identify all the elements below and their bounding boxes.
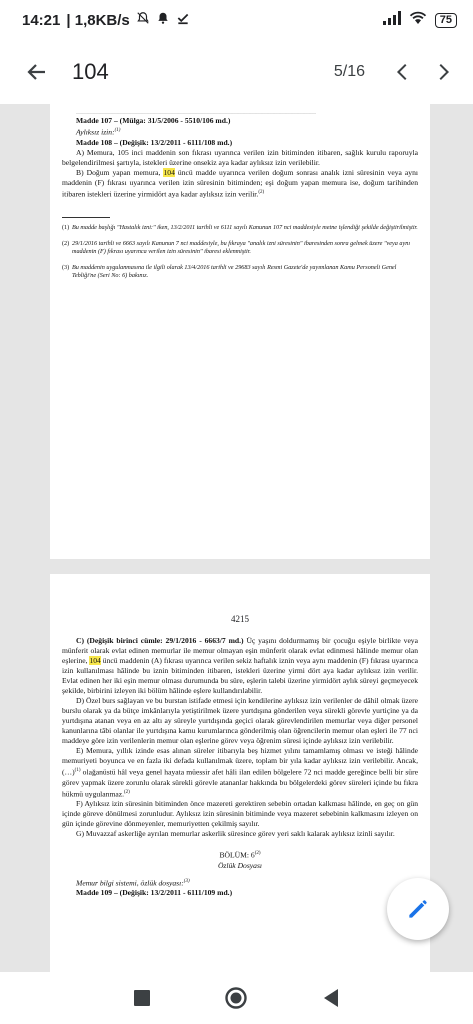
section-heading: Memur bilgi sistemi, özlük dosyası:$^{(3)}$ <box>76 878 190 888</box>
paragraph-g: G) Muvazzaf askerliğe ayrılan memurlar askerlik süresince görev yeri saklı kalarak aylıksız izinli sayılır. <box>76 829 395 839</box>
match-counter: 5/16 <box>333 63 365 80</box>
search-query[interactable]: 104 <box>72 59 109 84</box>
search-app-bar <box>0 40 473 104</box>
paragraph-c: C) (Değişik birinci cümle: 29/1/2016 - 6663/7 md.) Üç yaşını doldurmamış bir çocuğu eşiyle birlikte veya münferit olarak evlat edinen memurlar ile memur olmayan eşin münferit olarak evlat edinmesi hâlinde memur olan eşlerine, 104 üncü maddenin (A) fıkrası uyarınca verilen sekiz haftalık iznin veya aynı maddenin (F) fıkrası uyarınca izin kullanılması hâlinde bu iznin bitiminden itibaren, istekleri üzerine yirmi dört aya kadar aylıksız izin verilir. Evlat edinen her iki eşin memur olması durumunda bu süre, eşlerin talebi üzerine yirmidört aylık süreyi geçmeyecek şekilde, birbirini izleyen iki bölüm hâlinde eşlere kullandırılabilir. <box>62 636 418 695</box>
status-network-speed: | 1,8KB/s <box>66 11 130 29</box>
footnote: (2) 29/1/2016 tarihli ve 6663 sayılı Kanunun 7 nci maddesiyle, bu fıkraya "analık izni süresinin" ibaresinden sonra gelmek üzere "veya aynı maddenin (F) fıkrası uyarınca verilen izin süresinin" ibaresi eklenmiştir. <box>62 239 411 256</box>
paragraph-d: D) Özel burs sağlayan ve bu burstan istifade etmesi için kendilerine aylıksız izin verilenler de dâhil olmak üzere burslu olarak ya da bütçe imkânlarıyla yetiştirilmek üzere yurtdışına gönderilen veya sürekli görevle yurtiçine ya da yurtdışına atanan veya en az altı ay süreyle yurtdışında geçici olarak görevlendirilen memurlar veya diğer personel kanunlarına tâbi olanlar ile yurtdışına kamu kurumlarınca gönderilmiş olan öğrencilerin memur olan eşleri ile 77 nci maddeye göre izin verilenlerin memur olan eşlerine görev veya öğrenim süresi içinde aylıksız izin verilebilir. <box>62 696 418 745</box>
article-107-title: Madde 107 – (Mülga: 31/5/2006 - 5510/106 md.) <box>76 116 231 125</box>
bell-icon <box>156 11 170 29</box>
page-content <box>62 110 418 288</box>
status-bar <box>0 0 473 40</box>
paragraph-e: E) Memura, yıllık izinde esas alınan süreler itibarıyla beş hizmet yılını tamamlamış olması ve isteği hâlinde memuriyeti boyunca ve en fazla iki defada kullanılmak üzere, toplam bir yıla kadar aylıksız izin verilebilir. Ancak, (…)$^{(1)}$ olağanüstü hâl veya genel hayata müessir afet hâli ilan edilen bölgelere 72 nci madde gereğince belli bir süre görev yapmak üzere zorunlu olarak sürekli görevle atananlar hakkında bu bölgelerdeki görev süreleri içinde bu fıkra hükmü uygulanmaz.$^{(2)}$ <box>62 746 418 799</box>
do-not-disturb-icon <box>136 11 150 29</box>
document-page <box>50 104 430 559</box>
download-done-icon <box>176 11 190 29</box>
document-viewer[interactable] <box>0 104 473 972</box>
chevron-left-icon <box>392 61 414 83</box>
previous-match-button[interactable] <box>383 40 423 104</box>
wifi-icon <box>409 11 427 29</box>
back-button[interactable] <box>10 40 64 104</box>
document-page <box>50 574 430 972</box>
article-108-title: Madde 108 – (Değişik: 13/2/2011 - 6111/108 md.) <box>76 137 233 147</box>
section-heading: Aylıksız izin:$^{(1)}$ <box>76 127 121 137</box>
battery-level: 75 <box>439 13 452 26</box>
recents-button[interactable] <box>122 978 162 1018</box>
circle-icon <box>224 986 248 1010</box>
paragraph-f: F) Aylıksız izin süresinin bitiminden önce mazereti gerektiren sebebin ortadan kalkması hâlinde, en geç on gün içinde göreve dönülmesi zorunludur. Aylıksız izin süresinin bitiminde veya mazeret sebebinin kalkmasını izleyen on gün içinde görevine dönmeyenler, memuriyetten çekilmiş sayılır. <box>62 799 418 829</box>
paragraph-b: B) Doğum yapan memura, 104 üncü madde uyarınca verilen doğum sonrası analık izni süresinin veya aynı maddenin (F) fıkrası uyarınca verilen izin süresinin bitiminden; eşi doğum yapan memura ise, doğum tarihinden itibaren istekleri üzerine yirmidört aya kadar aylıksız izin verilir.$^{(2)}$ <box>62 167 418 199</box>
page-content <box>62 636 418 898</box>
footnote-divider <box>62 217 110 218</box>
page-number: 4215 <box>231 614 249 624</box>
pencil-icon <box>405 896 431 922</box>
signal-icon <box>383 11 401 29</box>
section-title: BÖLÜM: 6$^{(2)}$ <box>219 850 261 860</box>
article-109-title: Madde 109 – (Değişik: 13/2/2011 - 6111/109 md.) <box>76 888 233 898</box>
status-time: 14:21 <box>22 11 61 29</box>
search-highlight[interactable]: 104 <box>89 656 101 665</box>
footnote: (3) Bu maddenin uygulanmasına ile ilgili olarak 13/4/2016 tarihli ve 29683 sayılı Resmi Gazete'de yayımlanan Kamu Personeli Genel Tebliği'ne (Seri No: 6) bakınız. <box>62 263 397 280</box>
square-icon <box>133 989 151 1007</box>
arrow-back-icon <box>25 60 49 84</box>
chevron-right-icon <box>432 61 454 83</box>
search-highlight[interactable]: 104 <box>163 167 175 177</box>
cut-off-line: ………………………………………………………………………………………………………… <box>76 110 316 116</box>
paragraph-a: A) Memura, 105 inci maddenin son fıkrası uyarınca verilen izin bitiminden itibaren, sağlık kurulu raporuyla belgelendirilmesi şartıyla, istekleri üzerine onsekiz aya kadar aylıksız izin verilebilir. <box>62 147 418 167</box>
triangle-back-icon <box>322 988 340 1008</box>
back-nav-button[interactable] <box>311 978 351 1018</box>
home-button[interactable] <box>216 978 256 1018</box>
footnote: (1) Bu madde başlığı "Hastalık izni:" iken, 13/2/2011 tarihli ve 6111 sayılı Kanunun 107 nci maddesiyle metne işlendiği şekilde değiştirilmiştir. <box>62 224 418 232</box>
system-nav-bar <box>0 972 473 1024</box>
edit-fab-button[interactable] <box>387 878 449 940</box>
section-subtitle: Özlük Dosyası <box>217 860 263 870</box>
next-match-button[interactable] <box>423 40 463 104</box>
battery-icon <box>435 13 457 28</box>
